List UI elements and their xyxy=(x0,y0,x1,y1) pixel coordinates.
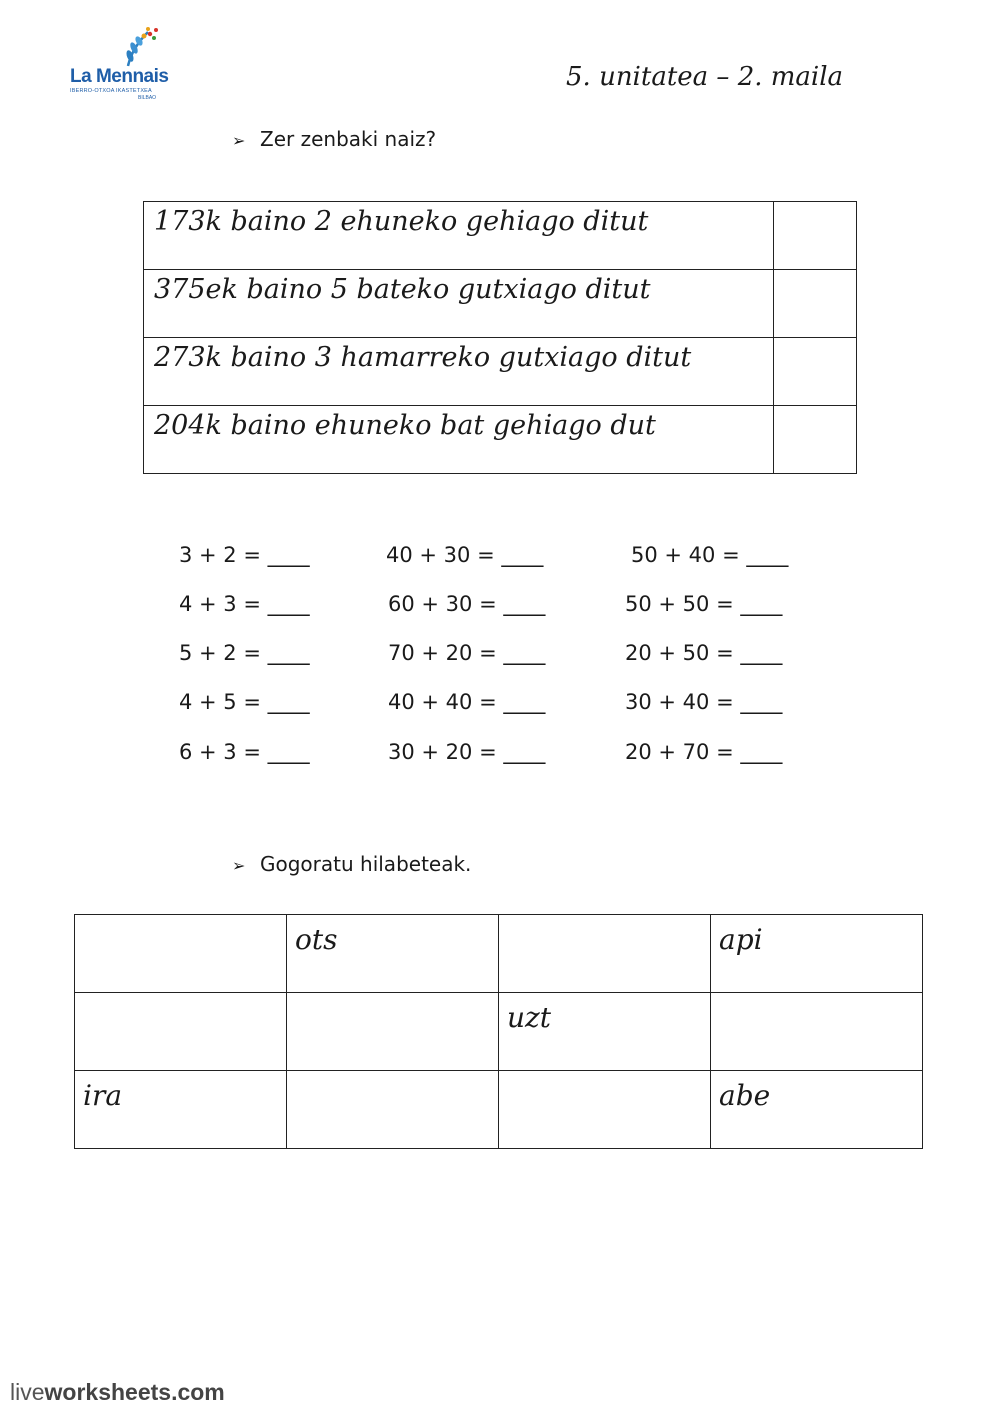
table-row xyxy=(75,915,923,993)
unit-title: 5. unitatea – 2. maila xyxy=(566,62,844,92)
sum-item[interactable]: 30 + 20 = ____ xyxy=(388,740,546,764)
sum-item[interactable]: 20 + 70 = ____ xyxy=(625,740,783,764)
table-row xyxy=(75,1071,923,1149)
month-cell: ira xyxy=(75,1071,287,1149)
sum-item[interactable]: 40 + 30 = ____ xyxy=(386,543,544,567)
arrow-bullet-icon: ➢ xyxy=(232,856,246,875)
month-cell: ots xyxy=(287,915,499,993)
table-row xyxy=(144,338,857,406)
answer-cell[interactable] xyxy=(774,338,857,406)
answer-cell[interactable] xyxy=(774,270,857,338)
sum-item[interactable]: 70 + 20 = ____ xyxy=(388,641,546,665)
table-row xyxy=(75,993,923,1071)
logo-city: BILBAO xyxy=(138,95,157,101)
heading-text: Gogoratu hilabeteak. xyxy=(260,852,472,876)
section-heading-riddles xyxy=(232,127,436,151)
table-row xyxy=(144,202,857,270)
sum-item[interactable]: 50 + 50 = ____ xyxy=(625,592,783,616)
month-cell[interactable] xyxy=(75,993,287,1071)
riddle-table xyxy=(143,201,857,474)
sum-item[interactable]: 4 + 5 = ____ xyxy=(179,690,310,714)
month-cell[interactable] xyxy=(287,1071,499,1149)
answer-cell[interactable] xyxy=(774,406,857,474)
riddle-text: 204k baino ehuneko bat gehiago dut xyxy=(144,406,774,474)
footer-prefix: live xyxy=(10,1379,45,1405)
logo-subtitle: IBERRO-OTXOA IKASTETXEA xyxy=(70,88,152,94)
month-cell[interactable] xyxy=(711,993,923,1071)
wheat-icon xyxy=(114,26,164,68)
logo-brand-text: La Mennais xyxy=(70,66,169,87)
sum-item[interactable]: 50 + 40 = ____ xyxy=(631,543,789,567)
month-cell[interactable] xyxy=(499,1071,711,1149)
sum-item[interactable]: 6 + 3 = ____ xyxy=(179,740,310,764)
riddle-text: 375ek baino 5 bateko gutxiago ditut xyxy=(144,270,774,338)
month-cell: abe xyxy=(711,1071,923,1149)
month-cell[interactable] xyxy=(75,915,287,993)
month-cell: api xyxy=(711,915,923,993)
sum-item[interactable]: 60 + 30 = ____ xyxy=(388,592,546,616)
heading-text: Zer zenbaki naiz? xyxy=(260,127,437,151)
sum-item[interactable]: 30 + 40 = ____ xyxy=(625,690,783,714)
answer-cell[interactable] xyxy=(774,202,857,270)
arrow-bullet-icon: ➢ xyxy=(232,131,246,150)
sum-item[interactable]: 3 + 2 = ____ xyxy=(179,543,310,567)
footer-brand: worksheets.com xyxy=(44,1379,225,1405)
riddle-text: 173k baino 2 ehuneko gehiago ditut xyxy=(144,202,774,270)
sum-item[interactable]: 40 + 40 = ____ xyxy=(388,690,546,714)
riddle-text: 273k baino 3 hamarreko gutxiago ditut xyxy=(144,338,774,406)
month-cell[interactable] xyxy=(287,993,499,1071)
section-heading-months xyxy=(232,852,471,876)
school-logo xyxy=(62,26,172,104)
months-table xyxy=(74,914,923,1149)
sum-item[interactable]: 4 + 3 = ____ xyxy=(179,592,310,616)
table-row xyxy=(144,406,857,474)
footer-watermark xyxy=(10,1379,225,1406)
month-cell: uzt xyxy=(499,993,711,1071)
table-row xyxy=(144,270,857,338)
sum-item[interactable]: 20 + 50 = ____ xyxy=(625,641,783,665)
sum-item[interactable]: 5 + 2 = ____ xyxy=(179,641,310,665)
month-cell[interactable] xyxy=(499,915,711,993)
